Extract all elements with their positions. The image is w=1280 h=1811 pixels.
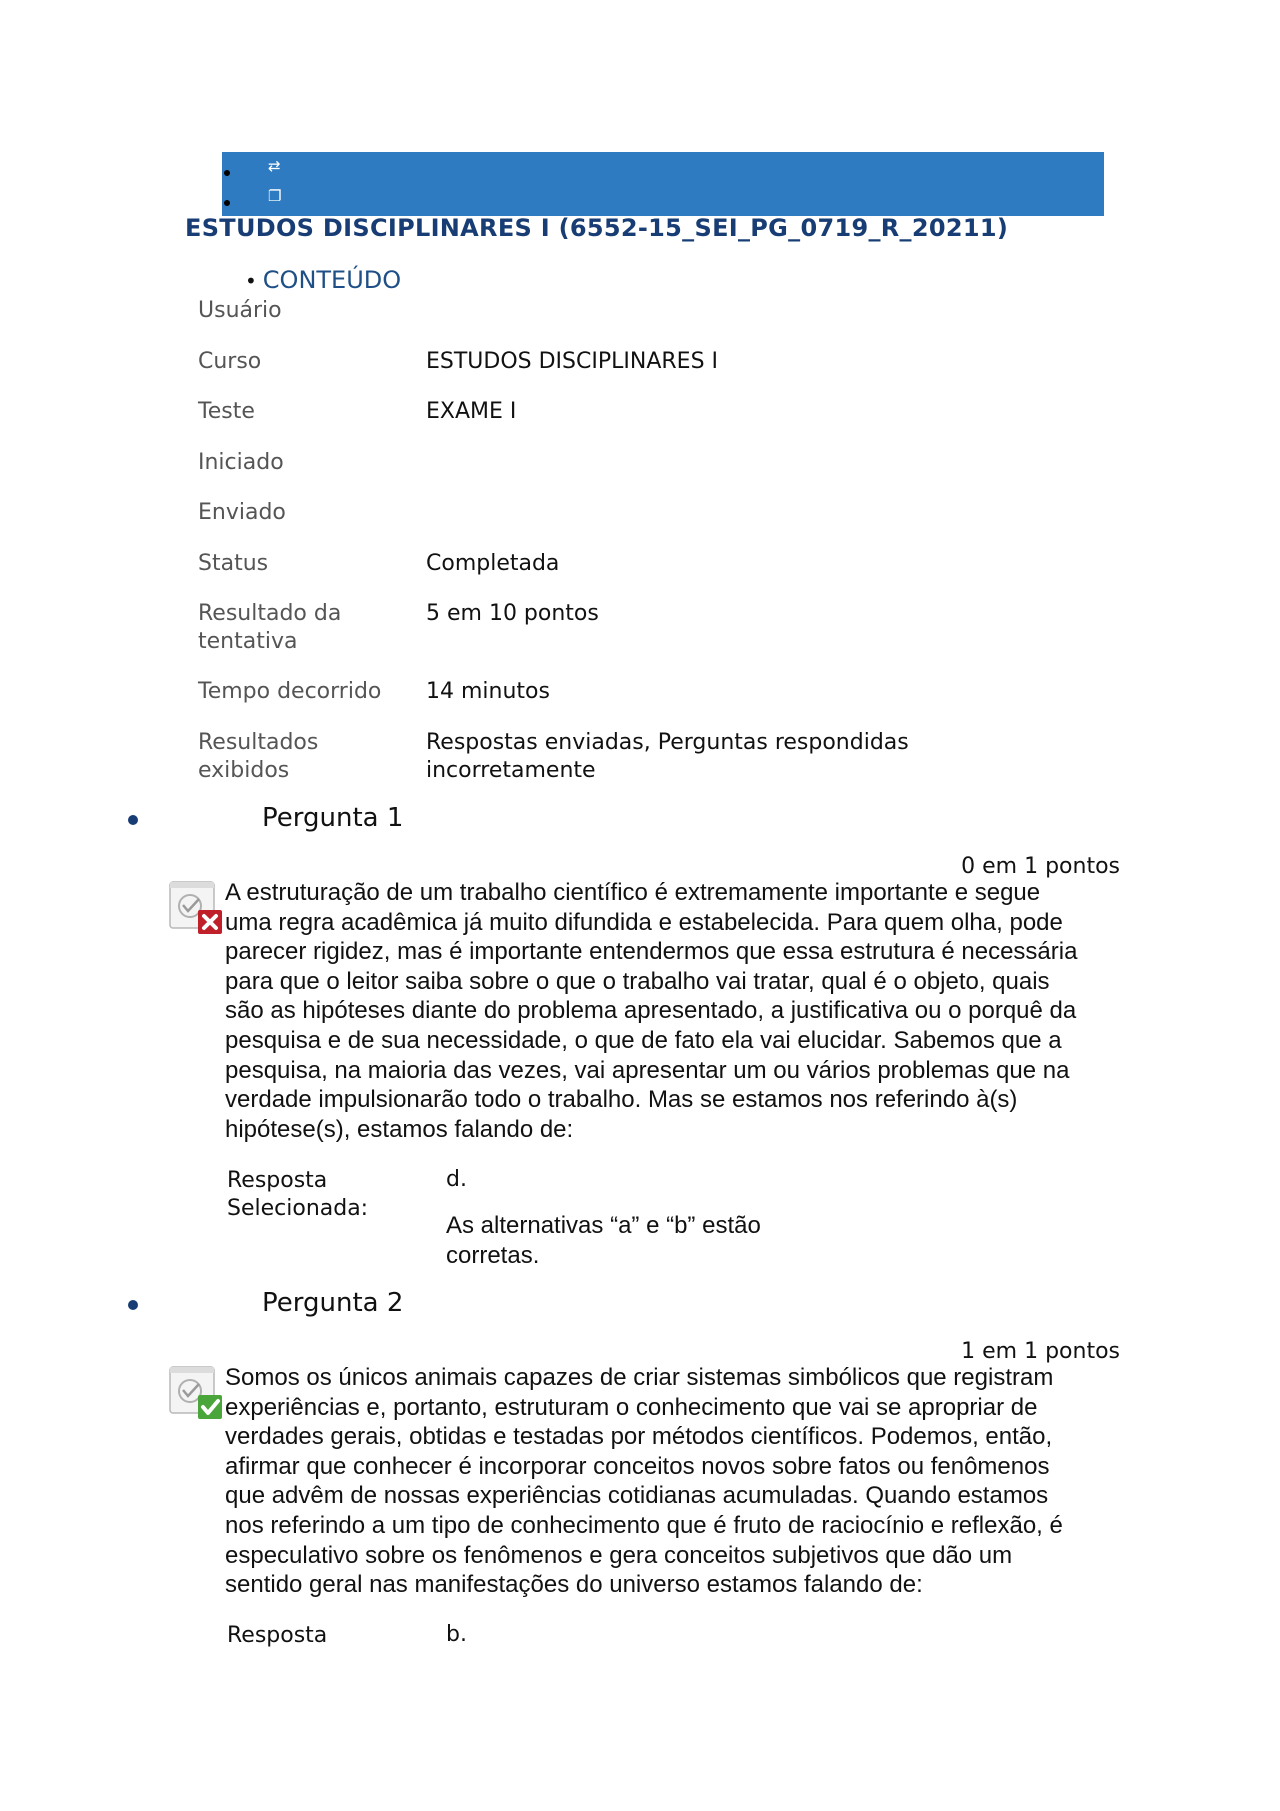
tempo-label: Tempo decorrido [198,679,382,704]
resultado-label [198,600,341,656]
question-text-line: verdades gerais, obtidas e testadas por métodos científicos. Podemos, então, [225,1423,1053,1451]
question-text-line: para que o leitor saiba sobre o que o trabalho vai tratar, qual é o objeto, quais [225,967,1050,995]
question-text-line: afirmar que conhecer é incorporar conceitos novos sobre fatos ou fenômenos [225,1452,1050,1480]
question-text-line: Somos os únicos animais capazes de criar sistemas simbólicos que registram [225,1364,1054,1391]
question-text-line: uma regra acadêmica já muito difundida e estabelecida. Para quem olha, pode [225,908,1063,936]
exibidos-label-line1: Resultados [198,730,319,755]
question-text-line: são as hipóteses diante do problema apresentado, a justificativa ou o porquê da [225,997,1077,1025]
tempo-value: 14 minutos [426,679,550,704]
question-2-text [225,1363,1085,1600]
question-text-line: verdade impulsionarão todo o trabalho. Mas se estamos nos referindo à(s) [225,1086,1018,1114]
course-title: ESTUDOS DISCIPLINARES I (6552-15_SEI_PG_0719_R_20211) [185,214,1009,242]
exibidos-value [426,729,909,785]
question-2-title: Pergunta 2 [262,1288,404,1318]
question-1-title: Pergunta 1 [262,803,404,833]
question-2-points: 1 em 1 pontos [961,1339,1120,1364]
top-toolbar [222,152,1104,216]
resultado-label-line2: tentativa [198,629,298,654]
incorrect-answer-icon [168,878,224,934]
question-1-text [225,878,1085,1144]
usuario-label: Usuário [198,298,282,323]
selected-answer-letter: d. [446,1167,467,1192]
exibidos-label [198,729,318,785]
refresh-arrows-icon[interactable]: ⇄ [268,157,281,175]
status-label: Status [198,551,269,576]
curso-label: Curso [198,349,262,374]
question-bullet [128,1300,138,1310]
teste-label: Teste [198,399,255,424]
teste-value: EXAME I [426,399,517,424]
question-text-line: sentido geral nas manifestações do universo estamos falando de: [225,1571,923,1599]
exibidos-value-line1: Respostas enviadas, Perguntas respondidas [426,730,909,755]
resultado-value: 5 em 10 pontos [426,601,599,626]
toolbar-bullet [224,170,230,176]
menu-item-conteudo[interactable] [245,266,401,294]
question-text-line: parecer rigidez, mas é importante entendermos que essa estrutura é necessária [225,938,1078,966]
selected-answer-label: Resposta [227,1623,328,1648]
question-text-line: hipótese(s), estamos falando de: [225,1115,574,1143]
status-value: Completada [426,551,560,576]
menu-item-label: CONTEÚDO [262,266,402,294]
bullet-icon: • [245,269,257,293]
correct-answer-icon [168,1363,224,1419]
windows-icon[interactable]: ❐ [268,187,282,205]
question-text-line: experiências e, portanto, estruturam o conhecimento que vai se apropriar de [225,1393,1038,1421]
enviado-label: Enviado [198,500,286,525]
question-text-line: nos referindo a um tipo de conhecimento que é fruto de raciocínio e reflexão, é [225,1511,1063,1539]
selected-answer-text [446,1211,786,1271]
curso-value: ESTUDOS DISCIPLINARES I [426,349,719,374]
question-1-points: 0 em 1 pontos [961,854,1120,879]
answer-label-line1: Resposta [227,1168,328,1193]
exibidos-label-line2: exibidos [198,758,290,783]
answer-label-line2: Selecionada: [227,1196,369,1221]
resultado-label-line1: Resultado da [198,601,342,626]
question-text-line: A estruturação de um trabalho científico é extremamente importante e segue [225,879,1041,906]
question-text-line: pesquisa, na maioria das vezes, vai apresentar um ou vários problemas que na [225,1056,1070,1084]
question-text-line: pesquisa e de sua necessidade, o que de fato ela vai elucidar. Sabemos que a [225,1026,1062,1054]
selected-answer-label [227,1167,368,1223]
answer-text-line1: As alternativas “a” e “b” estão [446,1212,761,1239]
exibidos-value-line2: incorretamente [426,758,596,783]
answer-text-line2: corretas. [446,1242,540,1269]
toolbar-bullet [224,200,230,206]
question-text-line: que advêm de nossas experiências cotidianas acumuladas. Quando estamos [225,1482,1049,1510]
question-text-line: especulativo sobre os fenômenos e gera conceitos subjetivos que dão um [225,1541,1013,1569]
selected-answer-letter: b. [446,1622,467,1647]
iniciado-label: Iniciado [198,450,284,475]
question-bullet [128,815,138,825]
